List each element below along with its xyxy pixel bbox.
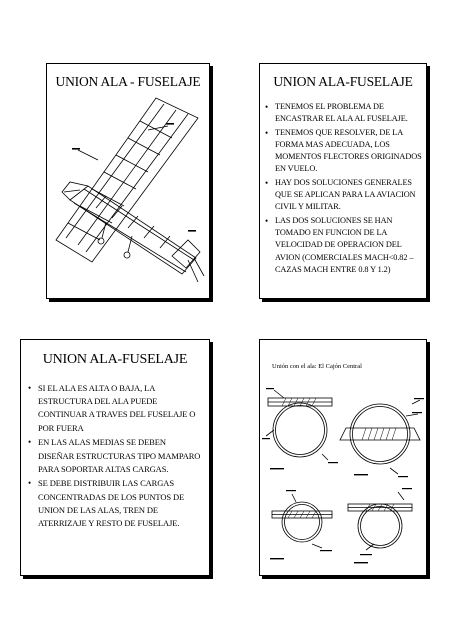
slide-wing-fuselage-drawing: [46, 63, 210, 299]
bullet-list: [265, 101, 422, 277]
aircraft-structure-drawing: [48, 90, 208, 295]
slide-central-box-diagrams: [259, 339, 427, 576]
bullet-item: • HAY DOS SOLUCIONES GENERALES QUE SE APLICAN PARA LA AVIACION CIVIL Y MILITAR.: [265, 177, 422, 214]
central-box-diagrams: [262, 374, 426, 569]
slide-title: UNION ALA-FUSELAJE: [273, 74, 413, 89]
bullet-item: • EN LAS ALAS MEDIAS SE DEBEN DISEÑAR ESTRUCTURAS TIPO MAMPARO PARA SOPORTAR ALTAS CARGAS.: [28, 436, 204, 476]
bullet-item: • TENEMOS QUE RESOLVER, DE LA FORMA MAS ADECUADA, LOS MOMENTOS FLECTORES ORIGINADOS EN VUELO.: [265, 127, 422, 176]
bullet-list: [28, 382, 204, 532]
slide-wing-fuselage-problem: [259, 63, 427, 299]
slide-title: UNION ALA - FUSELAJE: [55, 74, 201, 89]
slide-title: UNION ALA-FUSELAJE: [42, 352, 188, 367]
bullet-item: • SE DEBE DISTRIBUIR LAS CARGAS CONCENTRADAS DE LOS PUNTOS DE UNION DE LAS ALAS, TREN DE ATERRIZAJE Y RESTO DE FUSELAJE.: [28, 477, 204, 530]
figure-title: Unión con el ala: El Cajón Central: [272, 363, 362, 370]
bullet-item: • SI EL ALA ES ALTA O BAJA, LA ESTRUCTURA DEL ALA PUEDE CONTINUAR A TRAVES DEL FUSELAJE O POR FUERA: [28, 382, 204, 435]
bullet-item: • LAS DOS SOLUCIONES SE HAN TOMADO EN FUNCION DE LA VELOCIDAD DE OPERACION DEL AVION (COMERCIALES MACH<0.82 – CAZAS MACH ENTRE 0.8 Y 1.2): [265, 215, 422, 276]
bullet-item: • TENEMOS EL PROBLEMA DE ENCASTRAR EL ALA AL FUSELAJE.: [265, 101, 422, 126]
slide-wing-fuselage-structures: [20, 339, 210, 576]
